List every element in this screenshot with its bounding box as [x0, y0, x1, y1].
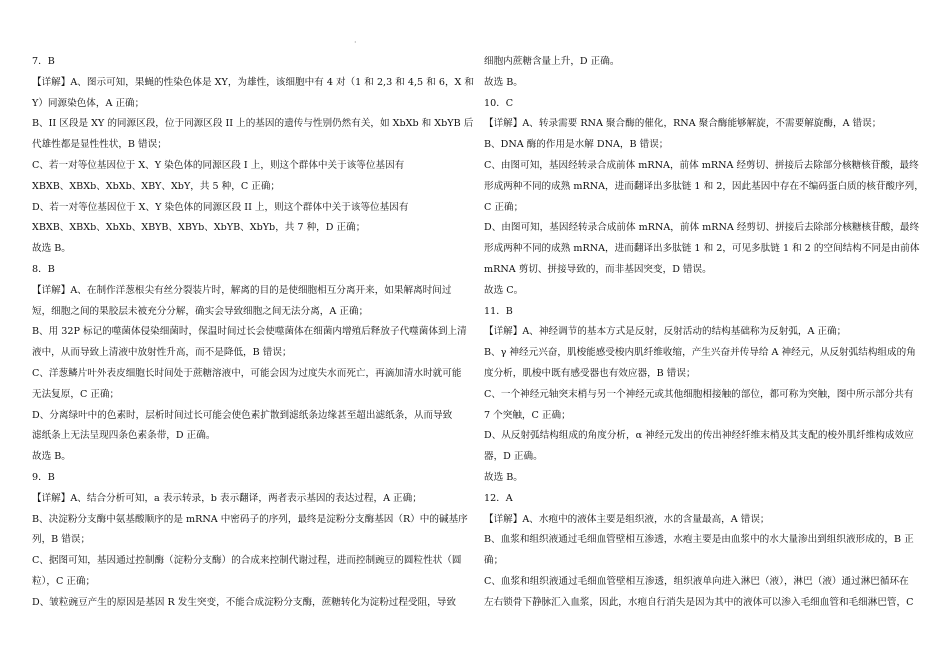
- text-line: 7．B: [32, 56, 55, 67]
- text-line: 8．B: [32, 263, 55, 275]
- text-line: 器，D 正确。: [484, 451, 543, 463]
- text-line: B、血浆和组织液通过毛细血管壁相互渗透，水疱主要是由血浆中的水大量渗出到组织液形成的，B 正: [484, 534, 914, 546]
- text-line: D、分离绿叶中的色素时，层析时间过长可能会使色素扩散到滤纸条边缘甚至超出滤纸条，从而导致: [32, 409, 453, 421]
- text-line: 10．C: [484, 97, 514, 109]
- text-line: 7 个突触，C 正确；: [484, 409, 571, 421]
- text-line: 列，B 错误；: [32, 534, 91, 546]
- text-line: 细胞内蔗糖含量上升，D 正确。: [484, 56, 620, 67]
- text-line: B、II 区段是 XY 的同源区段，位于同源区段 II 上的基因的遗传与性别仍然有关，如 XbXb 和 XbYB 后: [32, 118, 474, 130]
- text-line: C、若一对等位基因位于 X、Y 染色体的同源区段 I 上，则这个群体中关于该等位基因有: [32, 159, 405, 171]
- text-line: B、决淀粉分支酶中氨基酸顺序的是 mRNA 中密码子的序列，最终是淀粉分支酶基因（R）中的碱基序: [32, 513, 468, 525]
- left-column: [32, 52, 475, 614]
- text-line: 度分析，肌梭中既有感受器也有效应器，B 错误；: [484, 367, 696, 379]
- text-line: 故选 C。: [484, 284, 524, 296]
- text-line: 形成两种不同的成熟 mRNA，进而翻译出多肽链 1 和 2，因此基因中存在不编码蛋白质的核苷酸序列，: [484, 180, 924, 192]
- text-line: 【详解】A、转录需要 RNA 聚合酶的催化，RNA 聚合酶能够解旋，不需要解旋酶，A 错误；: [484, 118, 882, 130]
- text-line: B、DNA 酶的作用是水解 DNA，B 错误；: [484, 139, 669, 151]
- text-line: Y）同源染色体，A 正确；: [32, 97, 145, 109]
- text-line: 故选 B。: [484, 76, 523, 88]
- text-line: C、一个神经元轴突末梢与另一个神经元或其他细胞相接触的部位，都可称为突触，图中所示部分共有: [484, 388, 914, 400]
- text-line: 无法复原，C 正确；: [32, 388, 120, 400]
- text-line: 故选 B。: [32, 451, 71, 463]
- header-mark: ·: [354, 38, 357, 47]
- text-line: 粒），C 正确；: [32, 575, 96, 587]
- text-line: D、皱粒豌豆产生的原因是基因 R 发生突变，不能合成淀粉分支酶，蔗糖转化为淀粉过程受阻，导致: [32, 596, 456, 608]
- text-line: C 正确；: [484, 201, 524, 213]
- text-line: 故选 B。: [484, 471, 523, 483]
- text-line: C、洋葱鳞片叶外表皮细胞长时间处于蔗糖溶液中，可能会因为过度失水而死亡，再滴加清水时就可能: [32, 367, 462, 379]
- text-line: XBXB、XBXb、XbXb、XBY、XbY，共 5 种，C 正确；: [32, 180, 281, 192]
- text-line: 【详解】A、水疱中的液体主要是组织液，水的含量最高，A 错误；: [484, 513, 770, 525]
- text-line: B、γ 神经元兴奋，肌梭能感受梭内肌纤维收缩，产生兴奋并传导给 A 神经元，从反射弧结构组成的角: [484, 347, 916, 359]
- text-line: mRNA 剪切、拼接导致的，而非基因突变，D 错误。: [484, 263, 712, 275]
- text-line: 滤纸条上无法呈现四条色素条带，D 正确。: [32, 430, 216, 442]
- text-line: C、据图可知，基因通过控制酶（淀粉分支酶）的合成来控制代谢过程，进而控制豌豆的圆粒性状（圆: [32, 555, 462, 567]
- text-line: 12．A: [484, 492, 513, 504]
- text-line: 【详解】A、神经调节的基本方式是反射，反射活动的结构基础称为反射弧，A 正确；: [484, 326, 847, 338]
- text-line: XBXB、XBXb、XbXb、XBYB、XBYb、XbYB、XbYb，共 7 种，D 正确；: [32, 222, 366, 234]
- text-line: 形成两种不同的成熟 mRNA，进而翻译出多肽链 1 和 2，可见多肽链 1 和 2 的空间结构不同是由前体: [484, 243, 920, 255]
- text-line: 短，细胞之间的果胶层未被充分分解，确实会导致细胞之间无法分离，A 正确；: [32, 305, 369, 317]
- text-line: D、从反射弧结构组成的角度分析，α 神经元发出的传出神经纤维末梢及其支配的梭外肌纤维构成效应: [484, 430, 914, 442]
- text-line: 液中，从而导致上清液中放射性升高，而不是降低，B 错误；: [32, 347, 292, 359]
- text-line: 故选 B。: [32, 243, 71, 255]
- right-column: [484, 52, 924, 614]
- text-line: 9．B: [32, 471, 55, 483]
- text-line: 【详解】A、结合分析可知，a 表示转录，b 表示翻译，两者表示基因的表达过程，A 正确；: [32, 492, 422, 504]
- text-line: 【详解】A、在制作洋葱根尖有丝分裂装片时，解离的目的是使细胞相互分离开来，如果解离时间过: [32, 284, 452, 296]
- text-line: 左右锁骨下静脉汇入血浆，因此，水疱自行消失是因为其中的液体可以渗入毛细血管和毛细淋巴管，C: [484, 596, 914, 608]
- text-line: 确；: [484, 555, 504, 567]
- text-line: C、由图可知，基因经转录合成前体 mRNA，前体 mRNA 经剪切、拼接后去除部分核糖核苷酸，最终: [484, 159, 919, 171]
- text-line: D、若一对等位基因位于 X、Y 染色体的同源区段 II 上，则这个群体中关于该等位基因有: [32, 201, 409, 213]
- text-line: C、血浆和组织液通过毛细血管壁相互渗透，组织液单向进入淋巴（液），淋巴（液）通过淋巴循环在: [484, 575, 909, 587]
- text-line: 11．B: [484, 305, 513, 317]
- text-line: D、由图可知，基因经转录合成前体 mRNA，前体 mRNA 经剪切、拼接后去除部分核糖核苷酸，最终: [484, 222, 920, 234]
- text-line: B、用 32P 标记的噬菌体侵染细菌时，保温时间过长会使噬菌体在细菌内增殖后释放子代噬菌体到上清: [32, 326, 467, 338]
- text-line: 【详解】A、图示可知，果蝇的性染色体是 XY，为雄性，该细胞中有 4 对（1 和 2,3 和 4,5 和 6，X 和: [32, 76, 475, 88]
- text-line: 代雄性都是显性性状，B 错误；: [32, 139, 167, 151]
